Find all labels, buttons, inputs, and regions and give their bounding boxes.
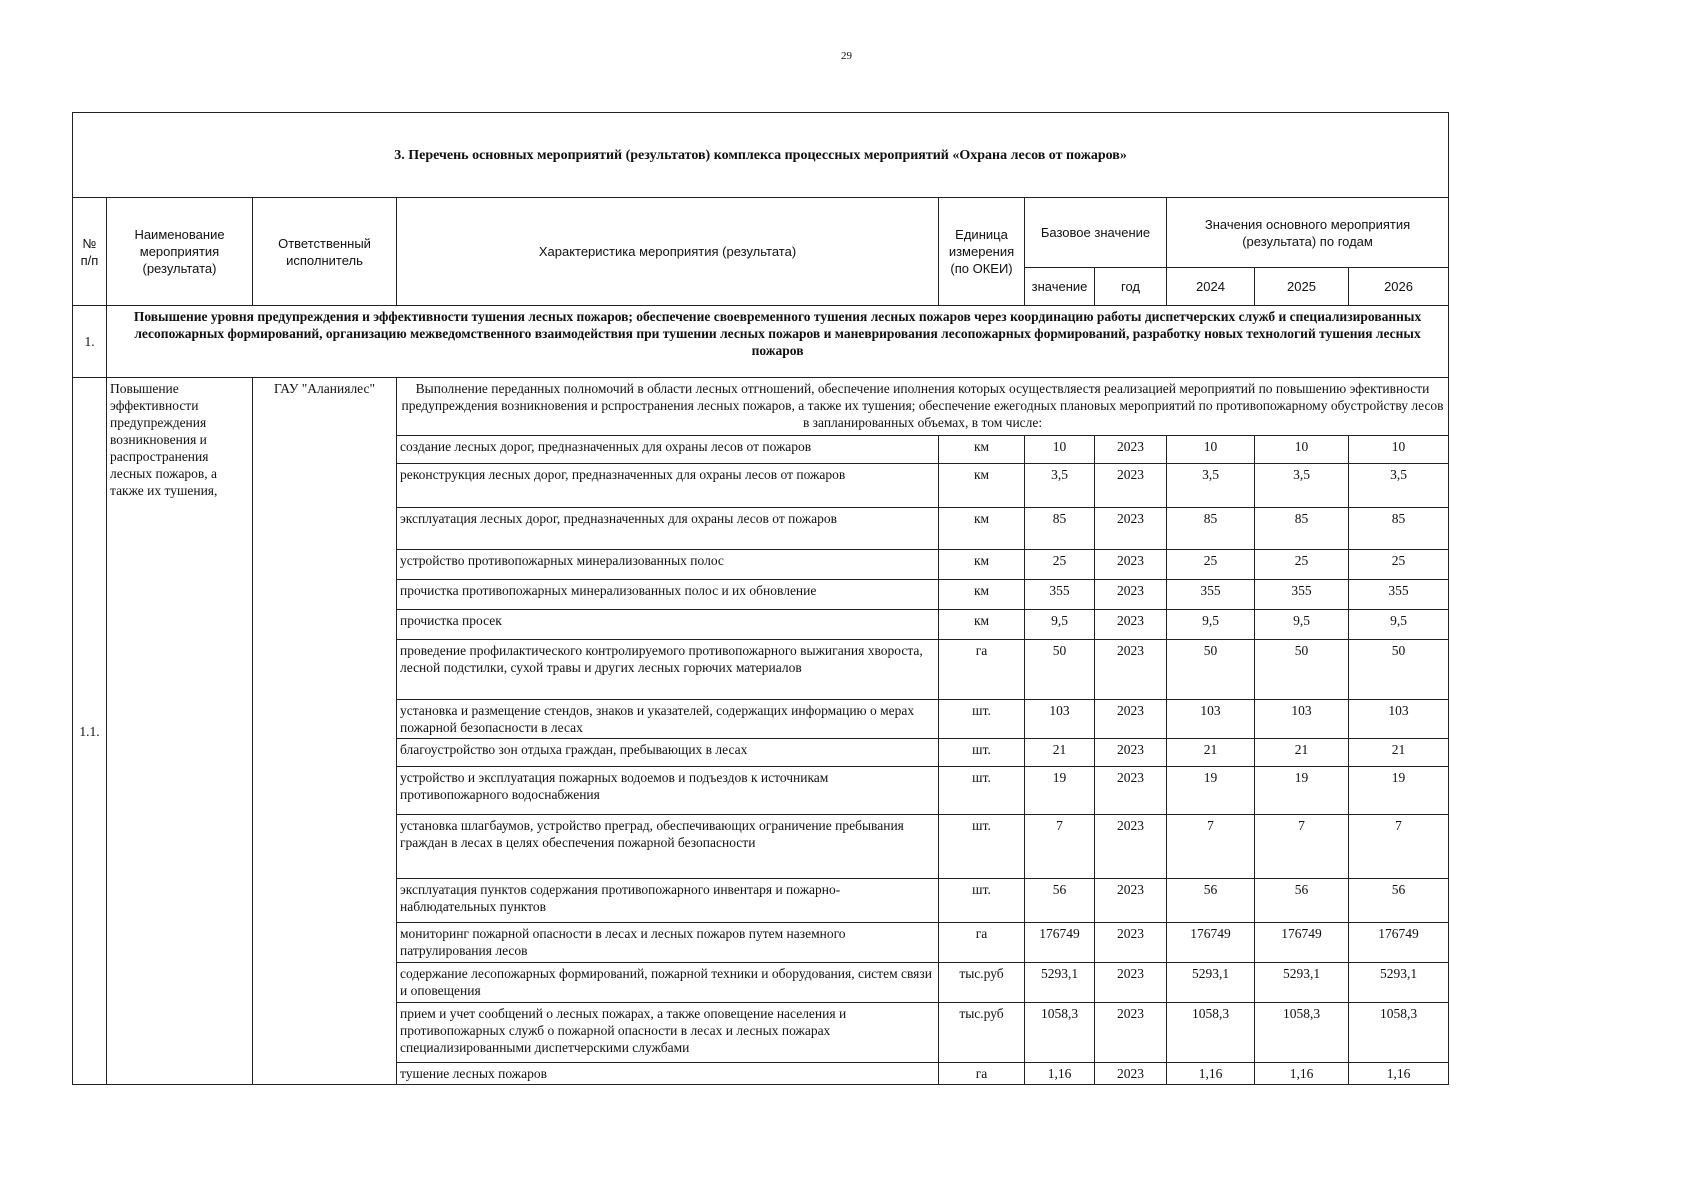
row-2026: 25 bbox=[1349, 550, 1449, 580]
row-2025: 50 bbox=[1255, 640, 1349, 700]
row-base-year: 2023 bbox=[1095, 739, 1167, 767]
row-2026: 1058,3 bbox=[1349, 1003, 1449, 1063]
header-base-value: значение bbox=[1025, 268, 1095, 306]
row-base-value: 103 bbox=[1025, 700, 1095, 739]
row-unit: км bbox=[939, 436, 1025, 464]
row-base-value: 355 bbox=[1025, 580, 1095, 610]
row-2025: 1,16 bbox=[1255, 1063, 1349, 1085]
row-base-value: 56 bbox=[1025, 879, 1095, 923]
row-unit: км bbox=[939, 508, 1025, 550]
row-base-value: 50 bbox=[1025, 640, 1095, 700]
row-2025: 9,5 bbox=[1255, 610, 1349, 640]
row-unit: шт. bbox=[939, 767, 1025, 815]
row-2025: 21 bbox=[1255, 739, 1349, 767]
row-unit: шт. bbox=[939, 879, 1025, 923]
row-base-year: 2023 bbox=[1095, 815, 1167, 879]
row-unit: га bbox=[939, 640, 1025, 700]
row-base-value: 5293,1 bbox=[1025, 963, 1095, 1003]
row-2025: 5293,1 bbox=[1255, 963, 1349, 1003]
row-2025: 10 bbox=[1255, 436, 1349, 464]
row-base-value: 9,5 bbox=[1025, 610, 1095, 640]
row-text: прием и учет сообщений о лесных пожарах, а также оповещение населения и противопожарных служб о пожарной опасности в лесах и лесных пожарах специализированными диспетчерскими службами bbox=[397, 1003, 939, 1063]
row-text: содержание лесопожарных формирований, пожарной техники и оборудования, систем связи и оповещения bbox=[397, 963, 939, 1003]
row-2024: 10 bbox=[1167, 436, 1255, 464]
header-base: Базовое значение bbox=[1025, 198, 1167, 268]
row-2026: 21 bbox=[1349, 739, 1449, 767]
row-text: реконструкция лесных дорог, предназначенных для охраны лесов от пожаров bbox=[397, 464, 939, 508]
item-description: Выполнение переданных полномочий в области лесных отгношений, обеспечение иполнения которых осуществляестя реализацией мероприятий по повышению эфективности предупреждения возникновения и рспространения лесных пожаров, а также их тушения; обеспечение ежегодных плановых мероприятий по противопожарному обустройству лесов в запланированных объемах, в том числе: bbox=[397, 378, 1449, 436]
header-executor: Ответственный исполнитель bbox=[253, 198, 397, 306]
row-2025: 176749 bbox=[1255, 923, 1349, 963]
row-base-value: 19 bbox=[1025, 767, 1095, 815]
row-base-value: 3,5 bbox=[1025, 464, 1095, 508]
row-2026: 56 bbox=[1349, 879, 1449, 923]
row-2026: 10 bbox=[1349, 436, 1449, 464]
row-base-year: 2023 bbox=[1095, 879, 1167, 923]
row-2026: 50 bbox=[1349, 640, 1449, 700]
row-base-value: 25 bbox=[1025, 550, 1095, 580]
row-text: устройство и эксплуатация пожарных водоемов и подъездов к источникам противопожарного водоснабжения bbox=[397, 767, 939, 815]
row-2026: 176749 bbox=[1349, 923, 1449, 963]
row-base-year: 2023 bbox=[1095, 963, 1167, 1003]
header-base-year: год bbox=[1095, 268, 1167, 306]
row-base-year: 2023 bbox=[1095, 700, 1167, 739]
row-text: прочистка противопожарных минерализованных полос и их обновление bbox=[397, 580, 939, 610]
row-unit: шт. bbox=[939, 815, 1025, 879]
table-title: 3. Перечень основных мероприятий (результатов) комплекса процессных мероприятий «Охрана лесов от пожаров» bbox=[73, 113, 1449, 198]
row-2026: 3,5 bbox=[1349, 464, 1449, 508]
row-base-value: 85 bbox=[1025, 508, 1095, 550]
row-base-year: 2023 bbox=[1095, 580, 1167, 610]
row-base-year: 2023 bbox=[1095, 464, 1167, 508]
header-characteristic: Характеристика мероприятия (результата) bbox=[397, 198, 939, 306]
row-text: создание лесных дорог, предназначенных для охраны лесов от пожаров bbox=[397, 436, 939, 464]
row-2025: 19 bbox=[1255, 767, 1349, 815]
row-unit: га bbox=[939, 923, 1025, 963]
row-base-value: 1058,3 bbox=[1025, 1003, 1095, 1063]
row-2024: 5293,1 bbox=[1167, 963, 1255, 1003]
row-text: эксплуатация пунктов содержания противопожарного инвентаря и пожарно-наблюдательных пунктов bbox=[397, 879, 939, 923]
header-name: Наименование мероприятия (результата) bbox=[107, 198, 253, 306]
row-2024: 355 bbox=[1167, 580, 1255, 610]
row-2026: 1,16 bbox=[1349, 1063, 1449, 1085]
row-2026: 7 bbox=[1349, 815, 1449, 879]
item-executor: ГАУ "Аланиялес" bbox=[253, 378, 397, 1085]
row-2025: 3,5 bbox=[1255, 464, 1349, 508]
row-2024: 103 bbox=[1167, 700, 1255, 739]
row-2026: 103 bbox=[1349, 700, 1449, 739]
header-years: Значения основного мероприятия (результата) по годам bbox=[1167, 198, 1449, 268]
header-year-2024: 2024 bbox=[1167, 268, 1255, 306]
row-unit: шт. bbox=[939, 700, 1025, 739]
section-text: Повышение уровня предупреждения и эффективности тушения лесных пожаров; обеспечение своевременного тушения лесных пожаров через координацию работы диспетчерских служб и специализированных лесопожарных формирований, организацию межведомственного взаимодействия при тушении лесных пожаров и маневрирования лесопожарных формирований, разработку новых технологий тушения лесных пожаров bbox=[107, 306, 1449, 378]
row-unit: шт. bbox=[939, 739, 1025, 767]
row-2026: 355 bbox=[1349, 580, 1449, 610]
row-unit: км bbox=[939, 580, 1025, 610]
row-2025: 355 bbox=[1255, 580, 1349, 610]
row-2024: 19 bbox=[1167, 767, 1255, 815]
row-unit: тыс.руб bbox=[939, 1003, 1025, 1063]
header-year-2025: 2025 bbox=[1255, 268, 1349, 306]
row-2024: 176749 bbox=[1167, 923, 1255, 963]
row-2025: 7 bbox=[1255, 815, 1349, 879]
row-base-year: 2023 bbox=[1095, 640, 1167, 700]
row-base-value: 1,16 bbox=[1025, 1063, 1095, 1085]
row-base-year: 2023 bbox=[1095, 1003, 1167, 1063]
row-unit: га bbox=[939, 1063, 1025, 1085]
row-base-year: 2023 bbox=[1095, 550, 1167, 580]
header-unit: Единица измерения (по ОКЕИ) bbox=[939, 198, 1025, 306]
row-2024: 1,16 bbox=[1167, 1063, 1255, 1085]
row-2024: 56 bbox=[1167, 879, 1255, 923]
row-text: устройство противопожарных минерализованных полос bbox=[397, 550, 939, 580]
row-text: мониторинг пожарной опасности в лесах и лесных пожаров путем наземного патрулирования лесов bbox=[397, 923, 939, 963]
row-2024: 9,5 bbox=[1167, 610, 1255, 640]
row-unit: тыс.руб bbox=[939, 963, 1025, 1003]
row-base-value: 21 bbox=[1025, 739, 1095, 767]
page-number: 29 bbox=[841, 50, 852, 62]
row-text: установка шлагбаумов, устройство преград, обеспечивающих ограничение пребывания граждан в лесах в целях обеспечения пожарной безопасности bbox=[397, 815, 939, 879]
measures-table bbox=[72, 112, 1449, 1085]
row-base-year: 2023 bbox=[1095, 508, 1167, 550]
header-num: № п/п bbox=[73, 198, 107, 306]
row-2025: 25 bbox=[1255, 550, 1349, 580]
row-unit: км bbox=[939, 610, 1025, 640]
row-base-year: 2023 bbox=[1095, 1063, 1167, 1085]
row-base-year: 2023 bbox=[1095, 923, 1167, 963]
header-year-2026: 2026 bbox=[1349, 268, 1449, 306]
row-text: эксплуатация лесных дорог, предназначенных для охраны лесов от пожаров bbox=[397, 508, 939, 550]
row-unit: км bbox=[939, 550, 1025, 580]
row-base-value: 10 bbox=[1025, 436, 1095, 464]
row-text: благоустройство зон отдыха граждан, пребывающих в лесах bbox=[397, 739, 939, 767]
row-2024: 21 bbox=[1167, 739, 1255, 767]
row-2026: 5293,1 bbox=[1349, 963, 1449, 1003]
row-2026: 9,5 bbox=[1349, 610, 1449, 640]
row-2025: 56 bbox=[1255, 879, 1349, 923]
row-text: прочистка просек bbox=[397, 610, 939, 640]
item-num: 1.1. bbox=[73, 378, 107, 1085]
row-2024: 50 bbox=[1167, 640, 1255, 700]
row-2025: 103 bbox=[1255, 700, 1349, 739]
row-base-year: 2023 bbox=[1095, 767, 1167, 815]
row-base-value: 7 bbox=[1025, 815, 1095, 879]
row-2026: 19 bbox=[1349, 767, 1449, 815]
row-text: тушение лесных пожаров bbox=[397, 1063, 939, 1085]
row-2024: 3,5 bbox=[1167, 464, 1255, 508]
row-base-year: 2023 bbox=[1095, 436, 1167, 464]
row-2024: 7 bbox=[1167, 815, 1255, 879]
row-text: проведение профилактического контролируемого противопожарного выжигания хвороста, лесной подстилки, сухой травы и других лесных горючих материалов bbox=[397, 640, 939, 700]
row-unit: км bbox=[939, 464, 1025, 508]
row-2024: 25 bbox=[1167, 550, 1255, 580]
row-base-year: 2023 bbox=[1095, 610, 1167, 640]
row-text: установка и размещение стендов, знаков и указателей, содержащих информацию о мерах пожарной безопасности в лесах bbox=[397, 700, 939, 739]
row-2024: 1058,3 bbox=[1167, 1003, 1255, 1063]
row-base-value: 176749 bbox=[1025, 923, 1095, 963]
row-2026: 85 bbox=[1349, 508, 1449, 550]
row-2024: 85 bbox=[1167, 508, 1255, 550]
section-num: 1. bbox=[73, 306, 107, 378]
row-2025: 1058,3 bbox=[1255, 1003, 1349, 1063]
item-name: Повышение эффективности предупреждения возникновения и распространения лесных пожаров, а также их тушения, bbox=[107, 378, 253, 1085]
row-2025: 85 bbox=[1255, 508, 1349, 550]
